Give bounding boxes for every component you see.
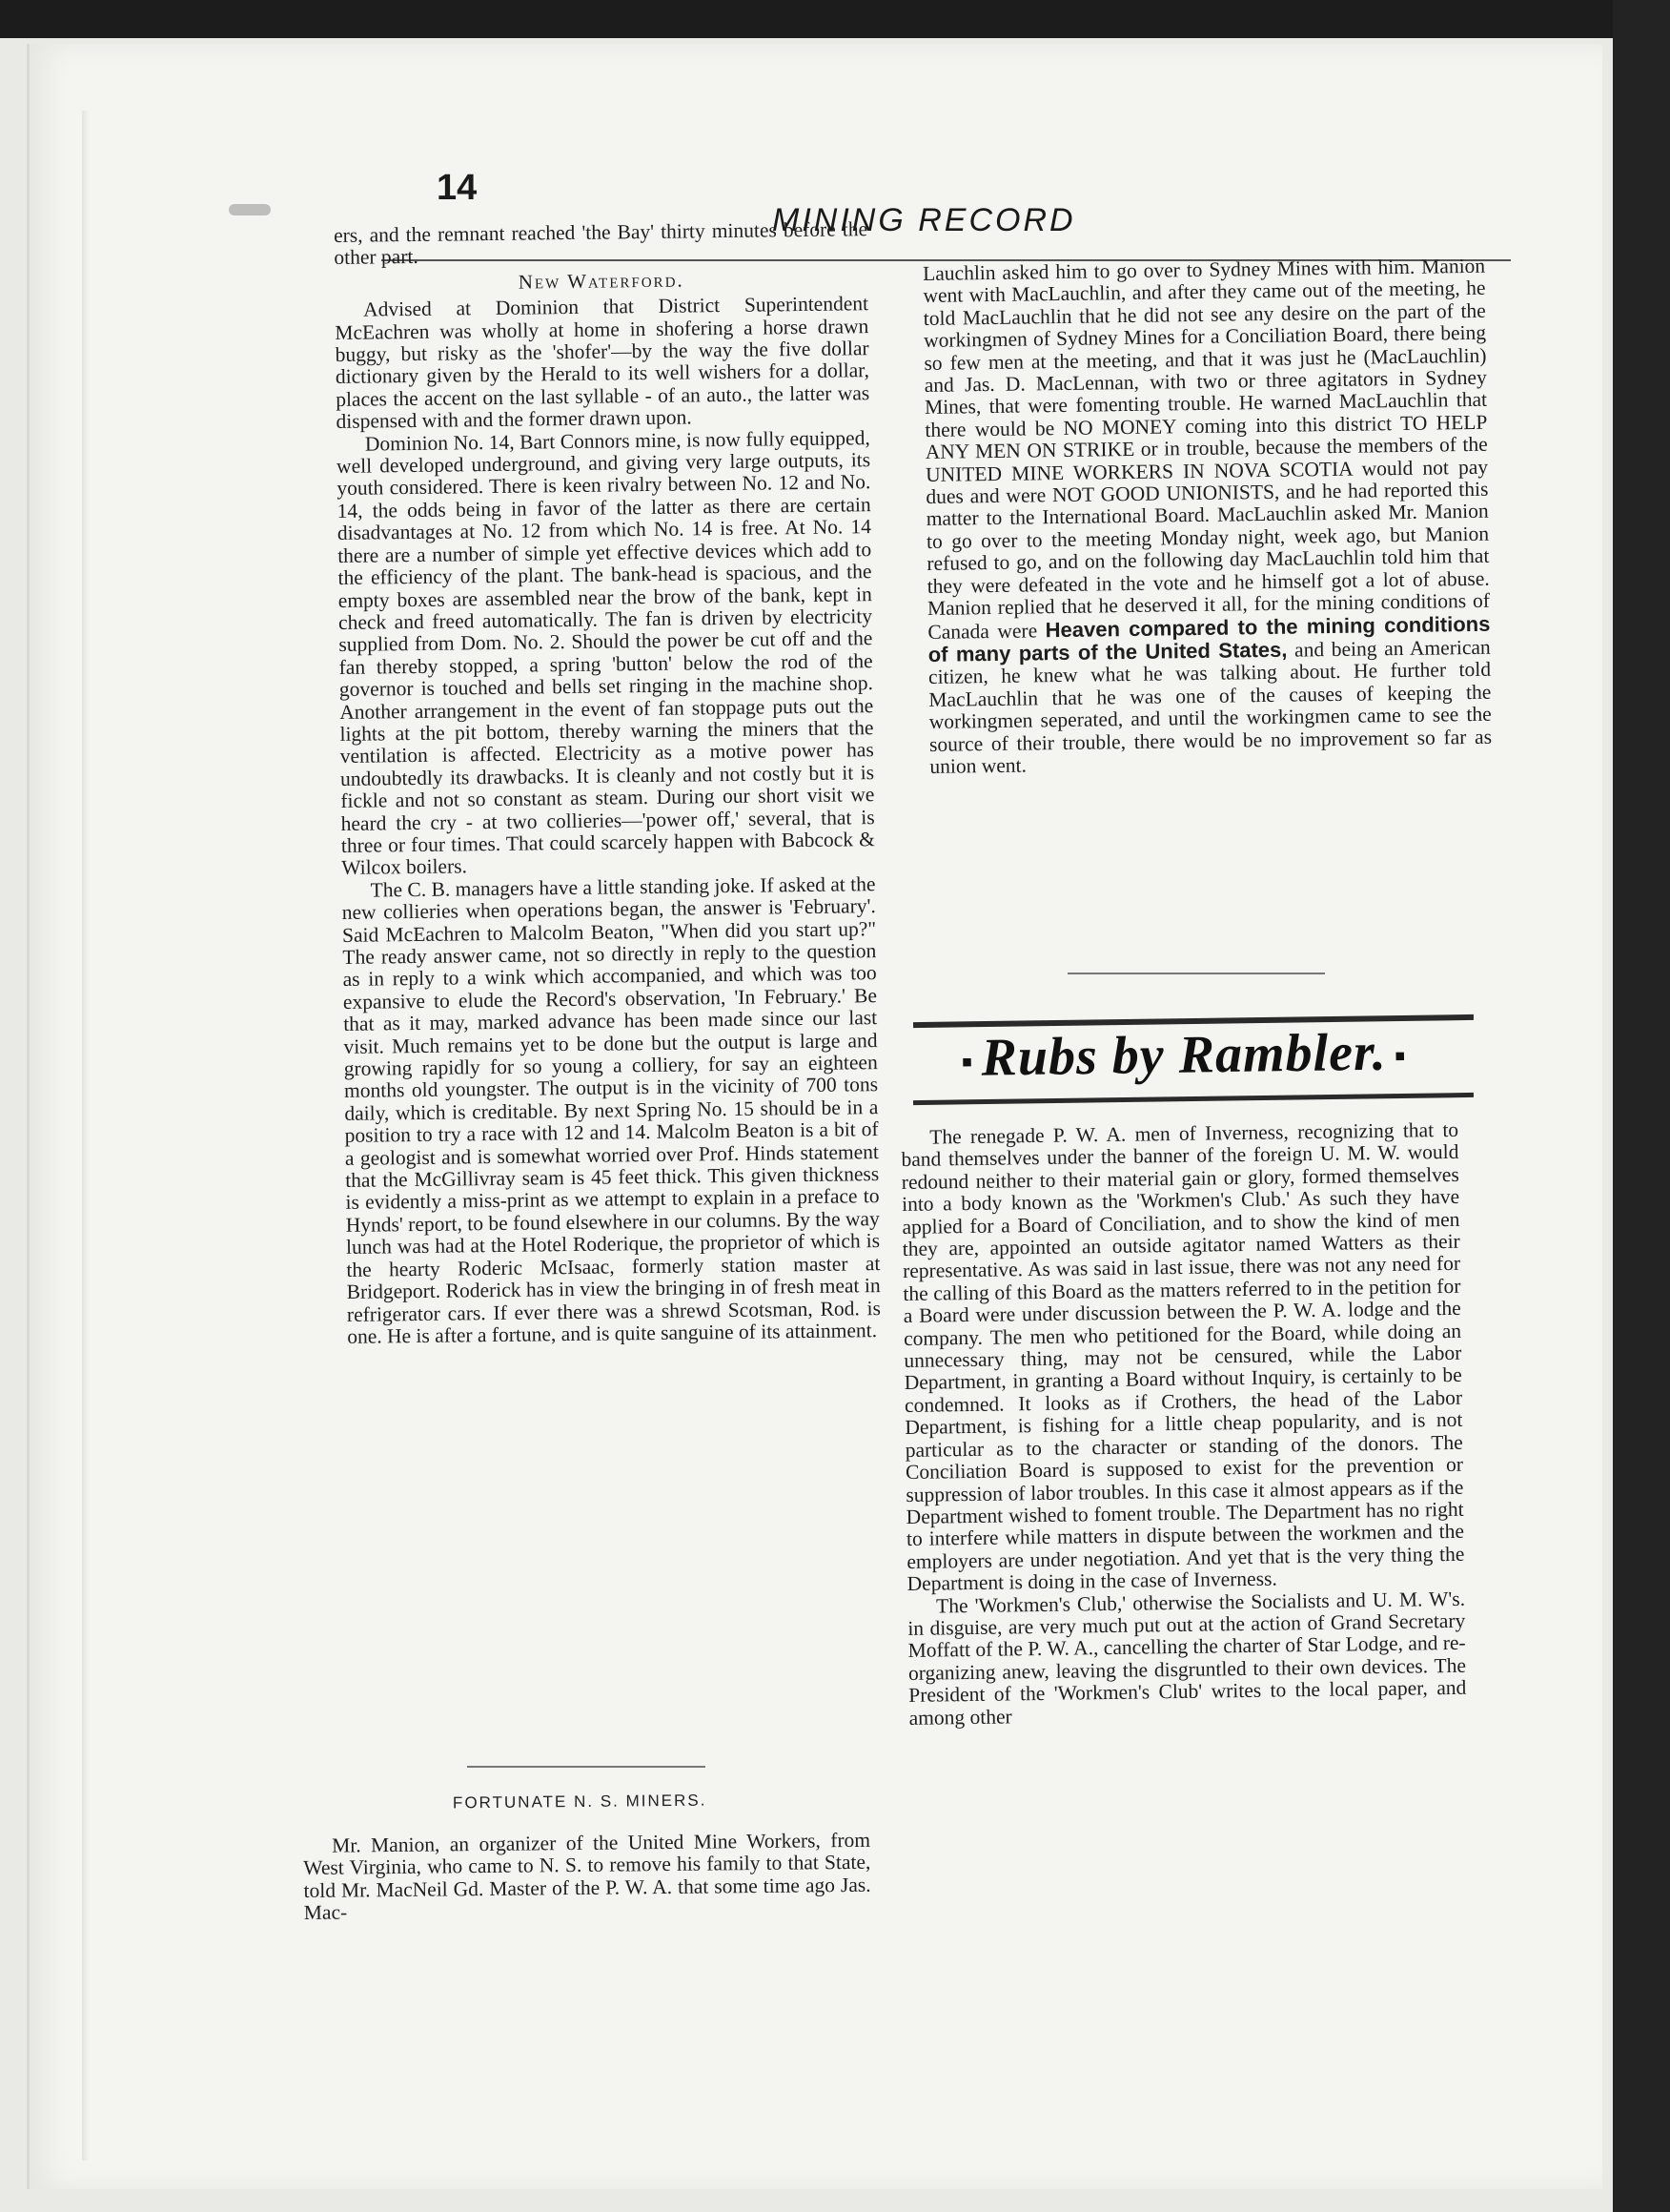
rubs-title-text: Rubs by Rambler. [981, 1022, 1388, 1088]
paragraph-managers-joke: The C. B. managers have a little standing joke. If asked at the new collieries when operations began, the answer is 'February'. Said McEachren to Malcolm Beaton, "When did you start up?" The ready answer came, not so directly in reply to the question as in reply to a wink which accompanied, and which was too expansive to elude the Record's observation, 'In February.' Be that as it may, marked advance has been made since our last visit. Much remains yet to be done but the output is large and growing rapidly for so young a colliery, for say an eighteen months old youngster. The output is in the vicinity of 700 tons daily, which is creditable. By next Spring No. 15 should be in a position to try a race with 12 and 14. Malcolm Beaton is a bit of a geologist and is somewhat worried over Prof. Hinds statement that the McGillivray seam is 45 feet thick. This given thickness is evidently a miss-print as we attempt to explain in a preface to Hynds' report, to be found elsewhere in our columns. By the way lunch was had at the Hotel Roderique, the proprietor of which is the hearty Roderic McIsaac, formerly station master at Bridgeport. Roderick has in view the bringing in of fresh meat in refrigerator cars. If ever there was a shrewd Scotsman, Rod. is one. He is after a fortune, and is quite sanguine of its attainment. [341, 871, 882, 1348]
left-column [334, 218, 881, 1348]
manion-paragraph-part1 [923, 256, 1492, 779]
rubs-paragraph-2: The 'Workmen's Club,' otherwise the Socialists and U. M. W's. in disguise, are very much put out at the action of Grand Secretary Moffatt of the P. W. A., cancelling the charter of Star Lodge, and re-organizing anew, leaving the disgruntled to their own devices. The President of the 'Workmen's Club' writes to the local paper, and among other [907, 1587, 1467, 1730]
manion-text-b: and being an American citizen, he knew what he was talking about. He further told MacLauchlin that he was one of the causes of keeping the workingmen seperated, and until the workingmen came to see the source of their trouble, there would be no improvement so far as union went. [927, 635, 1493, 778]
paragraph-manion: Mr. Manion, an organizer of the United Mine Workers, from West Virginia, who came to N. S. to remove his family to that State, told Mr. MacNeil Gd. Master of the P. W. A. that some time ago Jas. Mac- [303, 1828, 871, 1925]
page-number: 14 [437, 168, 478, 208]
title-bullet-left: ▪ [961, 1044, 974, 1081]
section-heading-new-waterford: New Waterford. [518, 268, 684, 294]
scan-top-border [0, 0, 1670, 38]
section-divider [467, 1766, 705, 1768]
rubs-column [901, 1119, 1467, 1730]
paragraph-dominion-14: Dominion No. 14, Bart Connors mine, is now fully equipped, well developed underground, and giving very large outputs, its youth considered. There is keen rivalry between No. 12 and No. 14, the odds being in favor of the latter as there are certain disadvantages at No. 12 from which No. 14 is free. At No. 14 there are a number of simple yet effective devices which add to the efficiency of the plant. The bank-head is spacious, and the empty boxes are assembled near the brow of the bank, kept in check and freed automatically. The fan is driven by electricity supplied from Dom. No. 2. Should the power be cut off and the fan thereby stopped, a spring 'button' below the rod of the governor is touched and bells set ringing in the machine shop. Another arrangement in the event of fan stoppage puts out the lights at the pit bottom, thereby warning the miners that the ventilation is affected. Electricity as a motive power has undoubtedly its drawbacks. It is cleanly and not costly but it is fickle and not so constant as steam. During our short visit we heard the cry - at two collieries—'power off,' several, that is three or four times. That could scarcely happen with Babcock & Wilcox boilers. [336, 425, 876, 880]
manion-text-a: Lauchlin asked him to go over to Sydney Mines with him. Manion went with MacLauchlin, and after they came out of the meeting, he told MacLauchlin that he did not see any desire on the part of the workingmen of Sydney Mines for a Conciliation Board, there being so few men at the meeting, and that it was just he (MacLauchlin) and Jas. D. MacLennan, with two or three agitators in Sydney Mines, that were fomenting trouble. He warned MacLauchlin that there would be NO MONEY coming into this district TO HELP ANY MEN ON STRIKE or in trouble, because the members of the UNITED MINE WORKERS IN NOVA SCOTIA would not pay dues and were NOT GOOD UNIONISTS, and he had reported this matter to the International Board. MacLauchlin asked Mr. Manion to go over to the meeting Monday night, week ago, but Manion refused to go, and on the following day MacLauchlin told him that they were defeated in the vote and he himself got a lot of abuse. Manion replied that he deserved it all, for the mining conditions of Canada were [922, 254, 1491, 644]
left-column-lower [303, 1830, 871, 1925]
section-divider-right [1068, 973, 1325, 974]
right-column [923, 256, 1492, 779]
title-bullet-right: ▪ [1394, 1038, 1408, 1075]
paragraph-shofer: Advised at Dominion that District Superintendent McEachren was wholly at home in shofering a horse drawn buggy, but risky as the 'shofer'—by the way the five dollar dictionary given by the Herald to its well wishers for a dollar, places the accent on the last syllable - of an auto., the latter was dispensed with and the former drawn upon. [335, 292, 870, 434]
running-head: MINING RECORD [772, 202, 1076, 238]
rubs-paragraph-1: The renegade P. W. A. men of Inverness, recognizing that to band themselves under the banner of the foreign U. M. W. would redound neither to their material gain or glory, formed themselves into a body known as the 'Workmen's Club.' As such they have applied for a Board of Conciliation, and to show the kind of men they are, appointed an outside agitator named Watters as their representative. As was said in last issue, there was not any need for the calling of this Board as the matters referred to in the petition for a Board were under discussion between the P. W. A. lodge and the company. The men who petitioned for the Board, while doing an unnecessary thing, may not be censured, while the Labor Department, in granting a Board without Inquiry, is certainly to be condemned. It looks as if Crothers, the head of the Labor Department, is fishing for a little cheap popularity, and is not particular as to the character or standing of the donors. The Conciliation Board is supposed to exist for the prevention or suppression of labor troubles. In this case it almost appears as if the Department wished to foment trouble. The Department has no right to interfere while matters in dispute between the workmen and the employers are under negotiation. And yet that is the very thing the Department is doing in the case of Inverness. [901, 1117, 1465, 1596]
continuation-text: ers, and the remnant reached 'the Bay' thirty minutes before the other part. [333, 217, 868, 270]
fortunate-heading: FORTUNATE N. S. MINERS. [452, 1791, 707, 1813]
rubs-by-rambler-title [953, 1021, 1415, 1089]
ink-smudge [229, 204, 271, 215]
manion-bold-text: Heaven compared to the mining conditions of many parts of the United States, [927, 611, 1491, 666]
page-fold-shadow [82, 111, 90, 2161]
scan-right-border [1613, 0, 1670, 2212]
